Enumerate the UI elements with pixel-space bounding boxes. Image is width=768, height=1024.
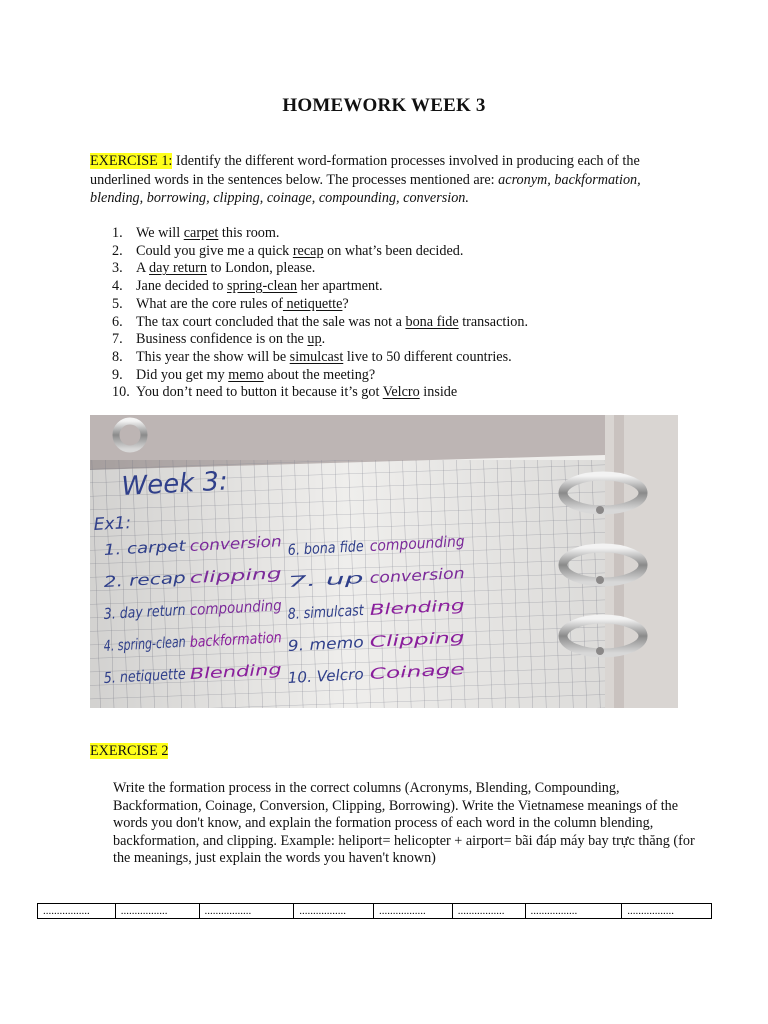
handwritten-word: 8. simulcast (287, 600, 379, 623)
sentence-text (136, 243, 463, 261)
sentence-post: transaction. (458, 313, 528, 330)
underlined-word: up (307, 331, 322, 348)
sentence-pre: Business confidence is on the (136, 331, 308, 348)
sentence-post: on what’s been decided. (323, 242, 464, 259)
handwritten-process: Clipping (369, 629, 432, 651)
handwritten-process: Coinage (369, 661, 432, 683)
sentence-number: 2. (112, 242, 123, 259)
binder-spine (614, 415, 624, 708)
sentence-number: 7. (112, 331, 123, 348)
sentence-post: ? (342, 295, 349, 312)
sentence-text (136, 384, 457, 402)
sentence-text (136, 225, 279, 243)
sentence-text (136, 349, 512, 367)
sentence-pre: Jane decided to (136, 278, 227, 295)
exercise-1-label: EXERCISE 1: (90, 153, 173, 169)
sentence-post: . (321, 331, 326, 348)
handwritten-word: 3. day return (103, 599, 202, 623)
sentence-pre: A (136, 260, 150, 277)
answer-column-cell[interactable]: ................. (526, 904, 623, 918)
underlined-word: memo (228, 366, 264, 383)
handwritten-ex-label: Ex1: (93, 513, 132, 535)
sentence-pre: What are the core rules of (136, 295, 283, 312)
sentence-item (112, 367, 528, 385)
answer-column-cell[interactable]: ................. (627, 905, 674, 917)
answer-columns-table (37, 903, 712, 919)
sentence-pre: The tax court concluded that the sale was not a (136, 313, 406, 330)
sentence-post: inside (419, 384, 458, 401)
sentence-pre: Did you get my (136, 366, 229, 383)
sentence-post: live to 50 different countries. (343, 348, 512, 365)
sentence-number: 9. (112, 366, 123, 383)
exercise-2-instructions: Write the formation process in the correct columns (Acronyms, Blending, Compounding, Backformation, Coinage, Conversion, Clipping, Borrowing). Write the Vietnamese meanings of the words you don't know, and explain the formation process of each word in the column blending, backformation, and clipping. Example: heliport= helicopter + airport= bãi đáp máy bay trực thăng (for the meanings, just explain the words you haven't known) (113, 780, 695, 866)
underlined-word: day return (149, 260, 207, 277)
underlined-word: recap (292, 242, 324, 259)
handwritten-word: 5. netiquette (103, 663, 202, 687)
notebook-photo (90, 415, 678, 708)
sentence-item (112, 314, 528, 332)
handwritten-process: compounding (369, 531, 473, 555)
sentence-post: this room. (218, 225, 280, 241)
handwritten-process: backformation (189, 627, 299, 651)
sentence-number: 5. (112, 295, 123, 312)
answer-column-cell[interactable]: ................. (453, 904, 526, 918)
sentence-pre: You don’t need to button it because it’s got (136, 384, 383, 401)
handwritten-process: conversion (369, 564, 452, 587)
sentence-item (112, 260, 528, 278)
handwritten-word: 9. memo (287, 633, 355, 655)
underlined-word: carpet (183, 225, 219, 241)
sentence-number: 1. (112, 225, 123, 241)
underlined-word: simulcast (289, 348, 344, 365)
binder-rivet-1 (596, 506, 604, 514)
handwritten-heading: Week 3: (120, 466, 229, 502)
sentence-pre: Could you give me a quick (136, 242, 293, 259)
sentence-text (136, 278, 383, 296)
sentence-item (112, 225, 528, 243)
underlined-word: spring-clean (227, 278, 298, 295)
binder-rivet-3 (596, 647, 604, 655)
answer-column-cell[interactable]: ................. (116, 904, 200, 918)
sentence-text (136, 260, 315, 278)
sentence-number: 4. (112, 278, 123, 295)
sentence-item (112, 384, 528, 402)
handwritten-word: 4. spring-clean (103, 631, 216, 655)
underlined-word: Velcro (382, 384, 420, 401)
sentence-number: 6. (112, 313, 123, 330)
binder-rivet-2 (596, 576, 604, 584)
sentence-item (112, 296, 528, 314)
sentence-post: her apartment. (297, 278, 383, 295)
answer-column-cell[interactable]: ................. (38, 904, 116, 918)
sentence-post: to London, please. (206, 260, 316, 277)
sentence-pre: This year the show will be (136, 348, 290, 365)
sentence-text (136, 296, 349, 314)
handwritten-word: 6. bona fide (287, 536, 378, 559)
handwritten-process: compounding (189, 595, 293, 619)
exercise-2-label-text: EXERCISE 2 (90, 743, 169, 759)
exercise-2-label (90, 743, 168, 760)
exercise-1-processes: acronym, backformation, blending, borrowing, clipping, coinage, compounding, conversion. (90, 171, 641, 206)
underlined-word: netiquette (282, 295, 343, 312)
sentence-number: 10. (112, 384, 130, 401)
page-title: HOMEWORK WEEK 3 (282, 95, 486, 116)
answer-column-cell[interactable]: ................. (374, 904, 453, 918)
sentence-text (136, 367, 375, 385)
handwritten-word: 7. up (287, 571, 327, 591)
sentence-item (112, 349, 528, 367)
handwritten-process: clipping (189, 565, 249, 587)
sentence-post: about the meeting? (263, 366, 376, 383)
sentence-pre: We will (136, 225, 184, 241)
sentence-text (136, 314, 528, 332)
sentence-number: 3. (112, 260, 123, 277)
answer-column-cell[interactable]: ................. (294, 904, 374, 918)
notebook-photo-svg (90, 415, 678, 708)
handwritten-word: 1. carpet (103, 537, 172, 559)
handwritten-process: Blending (369, 597, 437, 619)
underlined-word: bona fide (405, 313, 459, 330)
exercise-1-text: Identify the different word-formation processes involved in producing each of the underlined words in the sentences below. The processes mentioned are: (90, 153, 640, 188)
sentence-item (112, 243, 528, 261)
sentence-number: 8. (112, 348, 123, 365)
handwritten-process: Blending (189, 661, 257, 683)
sentence-list (112, 225, 528, 402)
handwritten-word: 10. Velcro (287, 665, 364, 687)
sentence-text (136, 331, 325, 349)
answer-column-cell[interactable]: ................. (200, 904, 295, 918)
exercise-1-instructions (90, 152, 690, 208)
sentence-item (112, 331, 528, 349)
handwritten-word: 2. recap (103, 569, 166, 591)
handwritten-process: conversion (189, 532, 272, 555)
sentence-item (112, 278, 528, 296)
